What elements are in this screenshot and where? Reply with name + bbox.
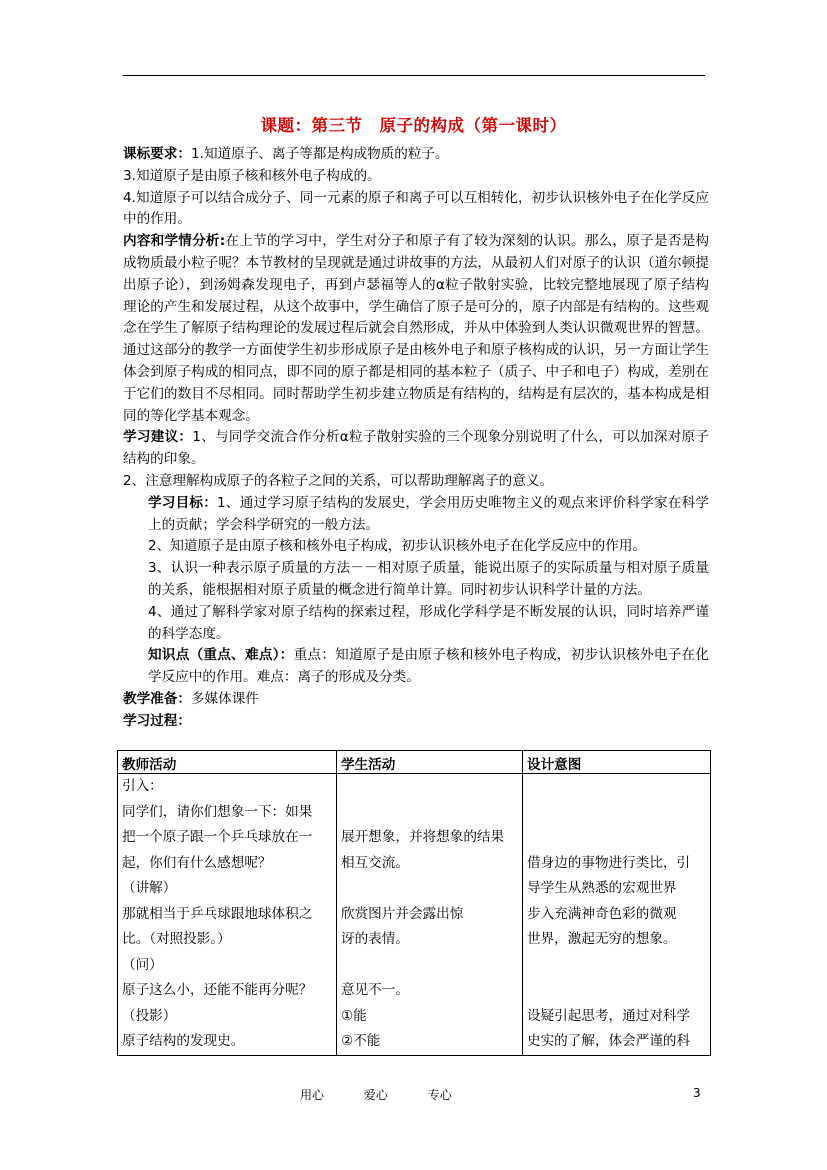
teacher-lines — [118, 774, 336, 1055]
standards-item: 3.知道原子是由原子核和核外电子构成的。 — [123, 167, 381, 184]
intent-line — [523, 978, 710, 1004]
intent-line: 导学生从熟悉的宏观世界 — [527, 880, 677, 896]
objectives-label: 学习目标： — [148, 494, 218, 511]
process-heading — [123, 711, 709, 733]
keypoints-text: 重点：知道原子是由原子核和核外电子构成，初步认识核外电子在化学反应中的作用。难点：离子的形成及分类。 — [148, 647, 709, 686]
student-line: 欣赏图片并会露出惊 — [341, 905, 464, 922]
student-line — [337, 953, 522, 979]
student-line: 意见不一。 — [341, 982, 409, 998]
standards-line-1 — [123, 144, 709, 166]
suggestion-item: 2、注意理解构成原子的各粒子之间的关系，可以帮助理解离子的意义。 — [123, 472, 554, 489]
intent-line — [523, 953, 710, 979]
teacher-line: 那就相当于乒乓球跟地球体积之 — [122, 905, 313, 922]
standards-label: 课标要求： — [123, 146, 191, 162]
teacher-line: 引入： — [122, 778, 163, 794]
intent-line — [523, 774, 710, 800]
analysis-paragraph — [123, 231, 709, 427]
teacher-line: 把一个原子跟一个乒乓球放在一 — [122, 829, 313, 845]
preparation-label: 教学准备： — [123, 690, 191, 707]
keypoints-label: 知识点（重点、难点）： — [148, 647, 294, 664]
lesson-title: 课题：第三节 原子的构成（第一课时） — [260, 116, 567, 135]
intent-line — [523, 800, 710, 826]
student-activity-cell — [337, 774, 523, 1056]
student-line: 展开想象，并将想象的结果 — [341, 829, 505, 845]
footer-motto: 爱心 — [363, 1088, 388, 1102]
intent-lines — [523, 774, 710, 1055]
footer-mottos — [300, 1086, 488, 1103]
process-label: 学习过程： — [123, 712, 191, 729]
student-line: ①能 — [341, 1007, 367, 1024]
objective-item: 1、通过学习原子结构的发展史，学会用历史唯物主义的观点来评价科学家在科学上的贡献；学会科学研究的一般方法。 — [148, 494, 709, 533]
teacher-line: 比。（对照投影。） — [122, 931, 231, 947]
teacher-line: 原子结构的发现史。 — [122, 1033, 245, 1049]
objectives-paragraph — [123, 493, 709, 537]
intent-line — [523, 825, 710, 851]
intent-line: 借身边的事物进行类比，引 — [527, 854, 691, 871]
student-line — [337, 800, 522, 826]
footer-motto: 用心 — [300, 1088, 325, 1102]
table-header-row — [118, 751, 711, 774]
student-line — [337, 774, 522, 800]
analysis-label: 内容和学情分析: — [123, 233, 226, 250]
lesson-process-table — [117, 750, 711, 1056]
intent-line: 世界，激起无穷的想象。 — [527, 931, 677, 947]
intent-line: 步入充满神奇色彩的微观 — [527, 905, 677, 922]
standards-item: 1.知道原子、离子等都是构成物质的粒子。 — [190, 146, 449, 162]
lesson-body — [123, 144, 709, 733]
table-row — [118, 774, 711, 1056]
objective-item: 2、知道原子是由原子核和核外电子构成，初步认识核外电子在化学反应中的作用。 — [148, 538, 647, 555]
student-line — [337, 876, 522, 902]
footer-motto: 专心 — [427, 1088, 452, 1102]
intent-line: 史实的了解，体会严谨的科 — [527, 1033, 691, 1049]
intent-line: 设疑引起思考，通过对科学 — [527, 1007, 691, 1024]
preparation-text: 多媒体课件 — [190, 690, 259, 707]
teacher-line: （问） — [122, 956, 163, 973]
objective-item: 4、通过了解科学家对原子结构的探索过程，形成化学科学是不断发展的认识，同时培养严谨的科学态度。 — [148, 603, 709, 642]
teacher-line: 起，你们有什么感想呢？ — [122, 854, 272, 871]
student-lines — [337, 774, 522, 1055]
student-line: 讶的表情。 — [341, 931, 409, 947]
teacher-line: （投影） — [122, 1007, 177, 1024]
header-rule — [123, 75, 705, 76]
suggestions-label: 学习建议： — [123, 429, 193, 446]
header-design-intent: 设计意图 — [523, 751, 711, 774]
keypoints-paragraph — [123, 645, 709, 689]
header-student-activity: 学生活动 — [337, 751, 523, 774]
suggestions-paragraph — [123, 427, 709, 471]
student-line: ②不能 — [341, 1033, 381, 1049]
page-number: 3 — [693, 1086, 701, 1100]
design-intent-cell — [523, 774, 711, 1056]
preparation-line — [123, 689, 709, 711]
analysis-text: 在上节的学习中，学生对分子和原子有了较为深刻的认识。那么，原子是否是构成物质最小粒子呢？本节教材的呈现就是通过讲故事的方法，从最初人们对原子的认识（道尔顿提出原子论），到汤姆森发现电子，再到卢瑟福等人的α粒子散射实验，比较完整地展现了原子结构理论的产生和发展过程，从这个故事中，学生确信了原子是可分的，原子内部是有结构的。这些观念在学生了解原子结构理论的发展过程后就会自然形成，并从中体验到人类认识微观世界的智慧。通过这部分的教学一方面使学生初步形成原子是由核外电子和原子核构成的认识，另一方面让学生体会到原子构成的相同点，即不同的原子都是相同的基本粒子（质子、中子和电子）构成，差别在于它们的数目不尽相同。同时帮助学生初步建立物质是有结构的，结构是有层次的，基本构成是相同的等化学基本观念。 — [123, 233, 710, 424]
teacher-line: 同学们，请你们想象一下：如果 — [122, 803, 313, 820]
suggestion-item: 1、与同学交流合作分析α粒子散射实验的三个现象分别说明了什么，可以加深对原子结构的印象。 — [123, 429, 710, 468]
student-line: 相互交流。 — [341, 854, 409, 871]
teacher-activity-cell — [118, 774, 337, 1056]
teacher-line: （讲解） — [122, 880, 177, 896]
teacher-line: 原子这么小，还能不能再分呢？ — [122, 982, 313, 998]
header-teacher-activity: 教师活动 — [118, 751, 337, 774]
standards-item: 4.知道原子可以结合成分子、同一元素的原子和离子可以互相转化，初步认识核外电子在化学反应中的作用。 — [123, 189, 709, 228]
objective-item: 3、认识一种表示原子质量的方法－－相对原子质量，能说出原子的实际质量与相对原子质量的关系，能根据相对原子质量的概念进行简单计算。同时初步认识科学计量的方法。 — [148, 560, 709, 598]
